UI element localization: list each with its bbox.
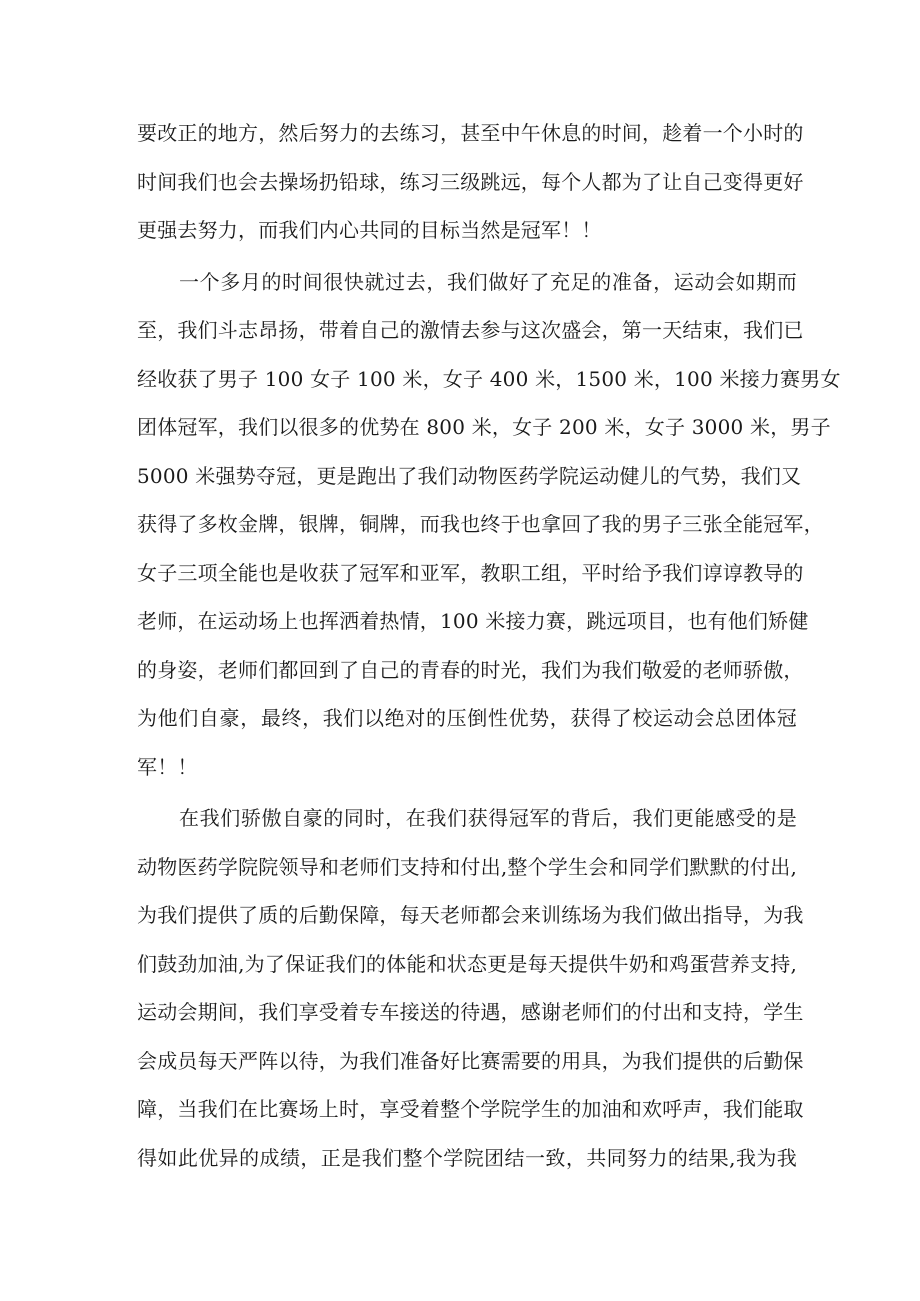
text-line: 老师，在运动场上也挥洒着热情，100 米接力赛，跳远项目，也有他们矫健	[137, 609, 809, 633]
paragraph-2	[137, 258, 841, 792]
text-line: 在我们骄傲自豪的同时，在我们获得冠军的背后，我们更能感受的是	[179, 806, 797, 830]
text-line: 时间我们也会去操场扔铅球，练习三级跳远，每个人都为了让自己变得更好	[137, 169, 804, 194]
text-line: 得如此优异的成绩，正是我们整个学院团结一致，共同努力的结果,我为我	[137, 1145, 797, 1170]
text-line: 的身姿，老师们都回到了自己的青春的时光，我们为我们敬爱的老师骄傲，	[137, 657, 804, 682]
document-body	[137, 109, 841, 1182]
text-line: 运动会期间，我们享受着专车接送的待遇，感谢老师们的付出和支持，学生	[137, 1000, 804, 1024]
text-line: 为他们自豪，最终，我们以绝对的压倒性优势，获得了校运动会总团体冠	[137, 706, 797, 730]
text-line: 经收获了男子 100 女子 100 米，女子 400 米，1500 米，100 米接力赛男女	[137, 366, 841, 391]
text-line: 女子三项全能也是收获了冠军和亚军，教职工组，平时给予我们谆谆教导的	[137, 560, 804, 585]
text-line: 至，我们斗志昂扬，带着自己的激情去参与这次盛会，第一天结束，我们已	[137, 318, 804, 342]
paragraph-1	[137, 109, 804, 255]
text-line: 为我们提供了质的后勤保障，每天老师都会来训练场为我们做出指导，为我	[137, 903, 804, 927]
text-line: 会成员每天严阵以待，为我们准备好比赛需要的用具，为我们提供的后勤保	[137, 1048, 804, 1073]
text-line: 5000 米强势夺冠，更是跑出了我们动物医药学院运动健儿的气势，我们又	[137, 463, 802, 488]
text-line: 要改正的地方，然后努力的去练习，甚至中午休息的时间，趁着一个小时的	[137, 121, 804, 145]
text-line: 动物医药学院院领导和老师们支持和付出,整个学生会和同学们默默的付出,	[137, 854, 797, 879]
text-line: 获得了多枚金牌，银牌，铜牌，而我也终于也拿回了我的男子三张全能冠军，	[137, 512, 824, 536]
text-line: 一个多月的时间很快就过去，我们做好了充足的准备，运动会如期而	[179, 269, 797, 294]
text-line: 们鼓劲加油,为了保证我们的体能和状态更是每天提供牛奶和鸡蛋营养支持,	[137, 951, 797, 976]
paragraph-3	[137, 794, 804, 1182]
text-line: 团体冠军，我们以很多的优势在 800 米，女子 200 米，女子 3000 米，男子	[137, 415, 831, 439]
text-line: 更强去努力，而我们内心共同的目标当然是冠军！！	[137, 218, 602, 242]
text-line: 障，当我们在比赛场上时，享受着整个学院学生的加油和欢呼声，我们能取	[137, 1097, 804, 1121]
text-line: 军！！	[137, 754, 198, 779]
